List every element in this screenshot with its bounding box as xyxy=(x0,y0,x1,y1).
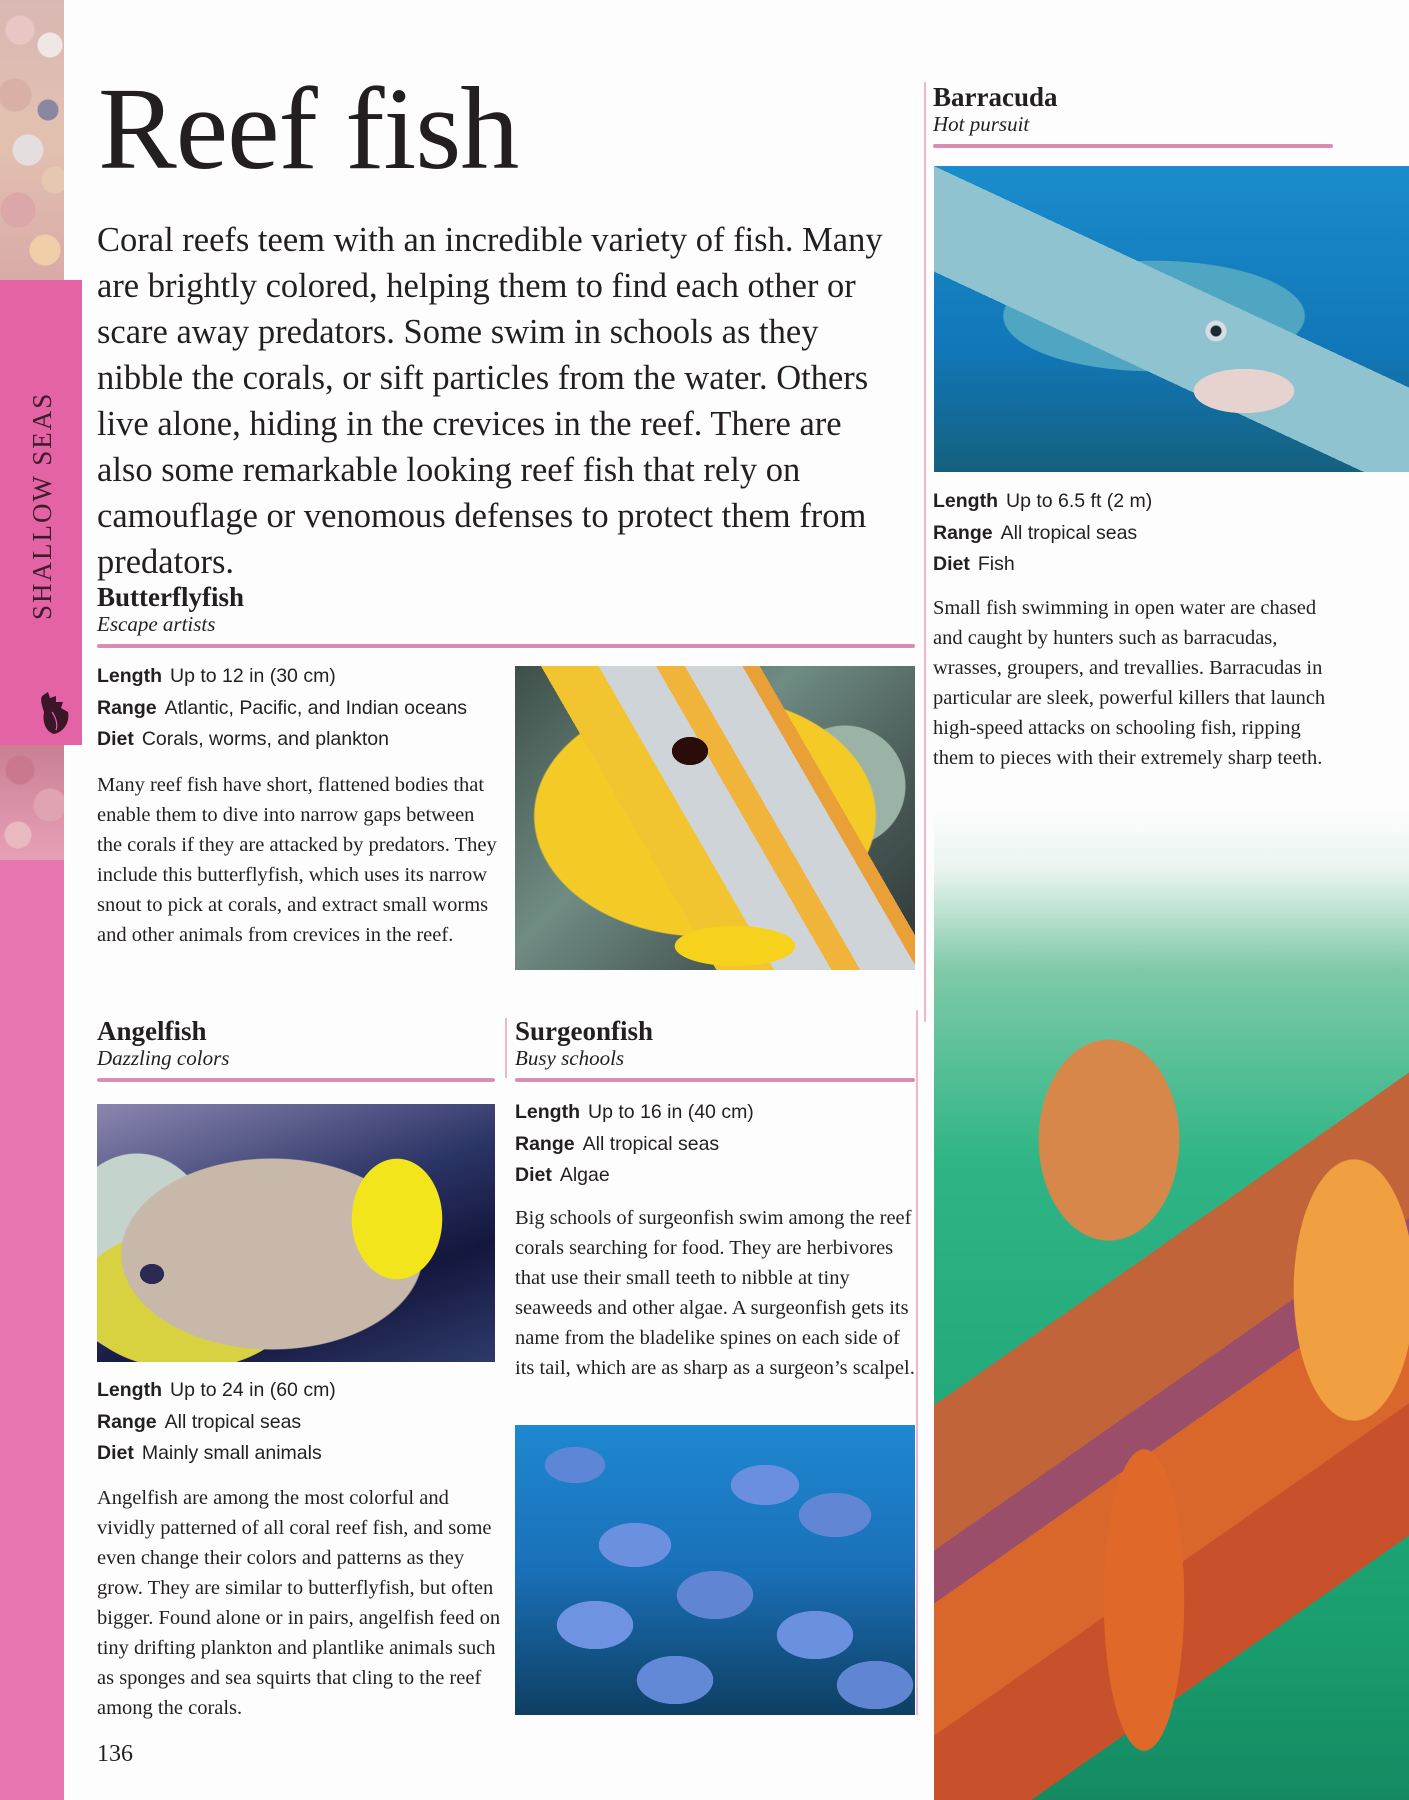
column-divider xyxy=(924,82,926,1022)
fact-length: Length Up to 6.5 ft (2 m) xyxy=(933,490,1153,512)
fact-list xyxy=(97,1375,497,1470)
page-number: 136 xyxy=(97,1741,133,1767)
entry-header xyxy=(933,82,1333,148)
entry-body: Angelfish are among the most colorful and vividly patterned of all coral reef fish, and some even change their colors and patterns as they grow. They are similar to butterflyfish, but often bigger. Found alone or in pairs, angelfish feed on tiny drifting plankton and plantlike animals such as sponges and sea squirts that cling to the reef among the corals. xyxy=(97,1487,501,1719)
entry-butterflyfish xyxy=(97,582,915,648)
fact-range: Range All tropical seas xyxy=(515,1132,720,1155)
entry-barracuda xyxy=(933,82,1333,148)
entry-body: Small fish swimming in open water are chased and caught by hunters such as barracudas, wrasses, groupers, and trevallies. Barracudas in particular are sleek, powerful killers that launch high-speed attacks on schooling fish, ripping them to pieces with their extremely sharp teeth. xyxy=(933,597,1326,769)
entry-body: Big schools of surgeonfish swim among the reef corals searching for food. They are herbivores that use their small teeth to nibble at tiny seaweeds and other algae. A surgeonfish gets its name from the bladelike spines on each side of its tail, which are as sharp as a surgeon’s scalpel. xyxy=(515,1207,915,1379)
entry-subtitle: Busy schools xyxy=(515,1046,625,1070)
entry-name: Barracuda xyxy=(933,82,1058,112)
page-title: Reef fish xyxy=(98,63,519,194)
pink-rule xyxy=(97,644,915,648)
fact-list xyxy=(515,1097,915,1192)
column-divider xyxy=(505,1018,507,1078)
entry-angelfish xyxy=(97,1016,495,1082)
entry-subtitle: Dazzling colors xyxy=(97,1046,230,1070)
fact-range: Range Atlantic, Pacific, and Indian oceans xyxy=(97,696,468,719)
intro-paragraph: Coral reefs teem with an incredible variety of fish. Many are brightly colored, helping them to find each other or scare away predators. Some swim in schools as they nibble the corals, or sift particles from the water. Others live alone, hiding in the crevices in the reef. There are also some remarkable looking reef fish that rely on camouflage or venomous defenses to protect them from predators. xyxy=(97,221,883,581)
fact-range: Range All tropical seas xyxy=(933,521,1138,544)
pink-rule xyxy=(933,144,1333,148)
fact-list xyxy=(933,486,1333,581)
fact-diet: Diet Corals, worms, and plankton xyxy=(97,728,389,750)
fact-length: Length Up to 24 in (60 cm) xyxy=(97,1379,336,1401)
seashells-margin-photo xyxy=(0,0,64,280)
margin-color-strip xyxy=(0,860,64,1800)
angelfish-photo xyxy=(97,1104,495,1362)
fact-length: Length Up to 16 in (40 cm) xyxy=(515,1101,754,1123)
conch-shell-icon xyxy=(36,690,72,736)
surgeonfish-school-photo xyxy=(515,1425,915,1715)
entry-header xyxy=(97,582,915,648)
fact-diet: Diet Algae xyxy=(515,1164,610,1186)
entry-subtitle: Escape artists xyxy=(97,612,216,636)
entry-name: Butterflyfish xyxy=(97,582,244,612)
red-reef-fish-photo xyxy=(934,810,1409,1800)
fact-diet: Diet Mainly small animals xyxy=(97,1442,322,1464)
fact-length: Length Up to 12 in (30 cm) xyxy=(97,665,336,687)
entry-body: Many reef fish have short, flattened bodies that enable them to dive into narrow gaps between the corals if they are attacked by predators. They include this butterflyfish, which uses its narrow snout to pick at corals, and extract small worms and other animals from crevices in the reef. xyxy=(97,774,497,946)
entry-surgeonfish xyxy=(515,1016,915,1082)
pink-rule xyxy=(97,1078,495,1082)
column-divider xyxy=(916,1010,918,1715)
entry-header xyxy=(515,1016,915,1082)
fact-diet: Diet Fish xyxy=(933,553,1015,575)
entry-subtitle: Hot pursuit xyxy=(933,112,1030,136)
entry-name: Surgeonfish xyxy=(515,1016,654,1046)
barracuda-photo xyxy=(934,166,1409,472)
seashells-margin-photo-lower xyxy=(0,745,64,860)
fact-list xyxy=(97,661,507,756)
pink-rule xyxy=(515,1078,915,1082)
entry-name: Angelfish xyxy=(97,1016,207,1046)
entry-header xyxy=(97,1016,495,1082)
section-tab-label: SHALLOW SEAS xyxy=(27,391,57,620)
butterflyfish-photo xyxy=(515,666,915,970)
fact-range: Range All tropical seas xyxy=(97,1410,302,1433)
